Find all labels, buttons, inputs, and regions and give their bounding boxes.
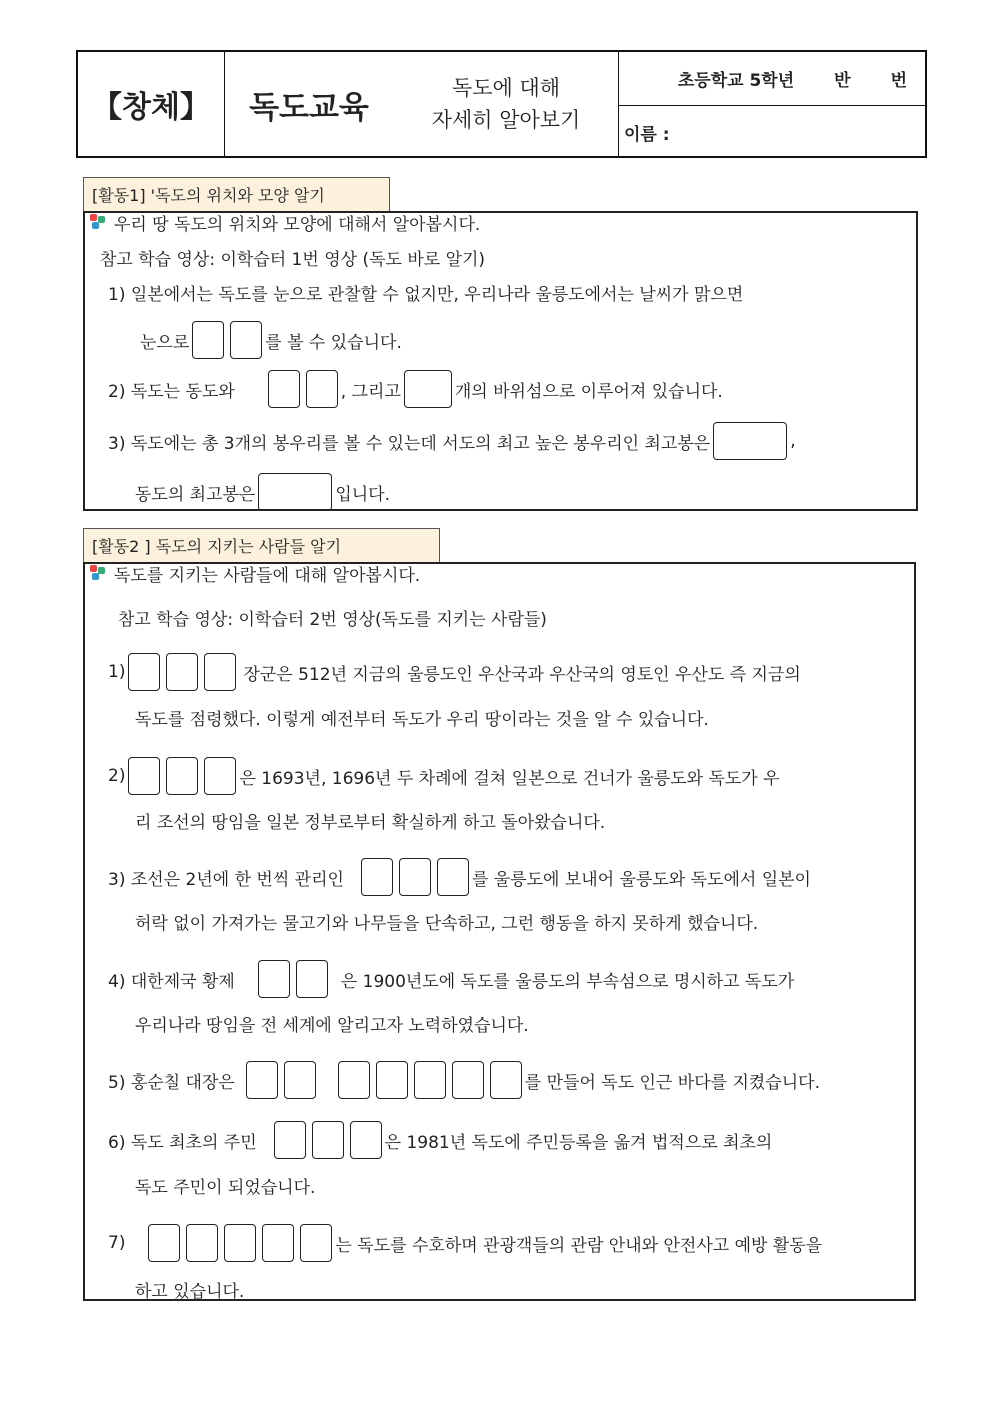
answer-box[interactable] (338, 1061, 370, 1099)
a1-ref: 참고 학습 영상: 이학습터 1번 영상 (독도 바로 알기) (100, 249, 486, 270)
subject-title: 독도교육 (249, 89, 369, 126)
text: 동도의 최고봉은 (135, 484, 256, 505)
answer-box[interactable] (204, 757, 236, 795)
activity1-label: [활동1] '독도의 위치와 모양 알기 (83, 177, 390, 212)
answer-box[interactable] (224, 1224, 256, 1262)
answer-box[interactable] (128, 653, 160, 691)
answer-box[interactable] (204, 653, 236, 691)
text: 2) (108, 766, 126, 786)
answer-box[interactable] (404, 370, 452, 408)
a2-q7-line2: 하고 있습니다. (135, 1281, 245, 1302)
answer-box[interactable] (262, 1224, 294, 1262)
answer-box[interactable] (284, 1061, 316, 1099)
a2-q6-line2: 독도 주민이 되었습니다. (135, 1177, 316, 1198)
a1-q2 (108, 367, 723, 411)
a1-q1-line2 (140, 318, 402, 362)
text: 6) 독도 최초의 주민 (108, 1132, 257, 1153)
pinwheel-icon (90, 565, 108, 581)
answer-box[interactable] (274, 1121, 306, 1159)
text: , (790, 431, 796, 451)
lesson-title-line1: 독도에 대해 (451, 76, 561, 100)
a2-q5 (108, 1058, 820, 1102)
text: 3) 조선은 2년에 한 번씩 관리인 (108, 869, 344, 890)
answer-box[interactable] (166, 757, 198, 795)
category-tag: 【창체】 (78, 52, 225, 156)
answer-box[interactable] (296, 960, 328, 998)
answer-box[interactable] (437, 858, 469, 896)
answer-box[interactable] (414, 1061, 446, 1099)
answer-box[interactable] (246, 1061, 278, 1099)
answer-box[interactable] (166, 653, 198, 691)
answer-box[interactable] (258, 960, 290, 998)
answer-box[interactable] (258, 473, 332, 511)
a1-q3-line2 (135, 470, 390, 514)
a2-ref: 참고 학습 영상: 이학습터 2번 영상(독도를 지키는 사람들) (118, 609, 547, 630)
text: , 그리고 (340, 381, 401, 402)
answer-box[interactable] (452, 1061, 484, 1099)
a1-intro-text: 우리 땅 독도의 위치와 모양에 대해서 알아봅시다. (114, 214, 481, 235)
answer-box[interactable] (306, 370, 338, 408)
text: 를 울릉도에 보내어 울릉도와 독도에서 일본이 (471, 869, 811, 890)
activity2-label: [활동2 ] 독도의 지키는 사람들 알기 (83, 528, 440, 563)
text: 개의 바위섬으로 이루어져 있습니다. (454, 381, 723, 402)
text: 입니다. (335, 484, 391, 505)
answer-box[interactable] (713, 422, 787, 460)
a2-q4-line1 (108, 957, 794, 1001)
pinwheel-icon (90, 214, 108, 230)
answer-box[interactable] (490, 1061, 522, 1099)
a1-q3-line1 (108, 419, 796, 463)
answer-box[interactable] (186, 1224, 218, 1262)
answer-box[interactable] (148, 1224, 180, 1262)
text: 7) (108, 1233, 126, 1253)
text: 장군은 512년 지금의 울릉도인 우산국과 우산국의 영토인 우산도 즉 지금의 (243, 664, 801, 685)
answer-box[interactable] (361, 858, 393, 896)
text: 은 1693년, 1696년 두 차례에 걸쳐 일본으로 건너가 울릉도와 독도가 우 (239, 768, 780, 789)
a2-q3-line2: 허락 없이 가져가는 물고기와 나무들을 단속하고, 그런 행동을 하지 못하게 했습니다. (135, 913, 759, 934)
school-grade: 초등학교 5학년 (677, 71, 795, 91)
text: 은 1981년 독도에 주민등록을 옮겨 법적으로 최초의 (384, 1132, 773, 1153)
answer-box[interactable] (399, 858, 431, 896)
text: 1) (108, 662, 126, 682)
answer-box[interactable] (128, 757, 160, 795)
text: 를 만들어 독도 인근 바다를 지켰습니다. (524, 1072, 820, 1093)
a2-q1-line2: 독도를 점령했다. 이렇게 예전부터 독도가 우리 땅이라는 것을 알 수 있습니다. (135, 709, 709, 730)
text: 3) 독도에는 총 3개의 봉우리를 볼 수 있는데 서도의 최고 높은 봉우리인 최고봉은 (108, 433, 711, 454)
text: 를 볼 수 있습니다. (265, 332, 402, 353)
answer-box[interactable] (192, 321, 224, 359)
answer-box[interactable] (300, 1224, 332, 1262)
text: 4) 대한제국 황제 (108, 971, 235, 992)
text: 눈으로 (140, 332, 190, 353)
text: 5) 홍순칠 대장은 (108, 1072, 235, 1093)
number-label[interactable]: 번 (890, 71, 907, 91)
text: 은 1900년도에 독도를 울릉도의 부속섬으로 명시하고 독도가 (340, 971, 795, 992)
lesson-title-line2: 자세히 알아보기 (431, 108, 581, 132)
a2-q6-line1 (108, 1118, 772, 1162)
text: 2) 독도는 동도와 (108, 381, 235, 402)
answer-box[interactable] (268, 370, 300, 408)
answer-box[interactable] (376, 1061, 408, 1099)
a2-q1-line1 (108, 650, 801, 694)
a2-q4-line2: 우리나라 땅임을 전 세계에 알리고자 노력하였습니다. (135, 1015, 529, 1036)
worksheet-header (76, 50, 927, 158)
a1-q1-line1: 1) 일본에서는 독도를 눈으로 관찰할 수 없지만, 우리나라 울릉도에서는 날씨가 맑으면 (108, 284, 744, 305)
a2-q7-line1 (108, 1221, 822, 1265)
answer-box[interactable] (312, 1121, 344, 1159)
text: 는 독도를 수호하며 관광객들의 관람 안내와 안전사고 예방 활동을 (335, 1235, 823, 1256)
a2-q2-line2: 리 조선의 땅임을 일본 정부로부터 확실하게 하고 돌아왔습니다. (135, 812, 606, 833)
class-label[interactable]: 반 (834, 71, 851, 91)
answer-box[interactable] (230, 321, 262, 359)
name-field[interactable]: 이름 : (624, 125, 670, 145)
answer-box[interactable] (350, 1121, 382, 1159)
a2-intro-text: 독도를 지키는 사람들에 대해 알아봅시다. (114, 565, 421, 586)
class-info-row (618, 52, 925, 106)
a2-q3-line1 (108, 855, 811, 899)
a2-intro (90, 551, 420, 595)
lesson-title (394, 52, 619, 156)
a2-q2-line1 (108, 754, 780, 798)
